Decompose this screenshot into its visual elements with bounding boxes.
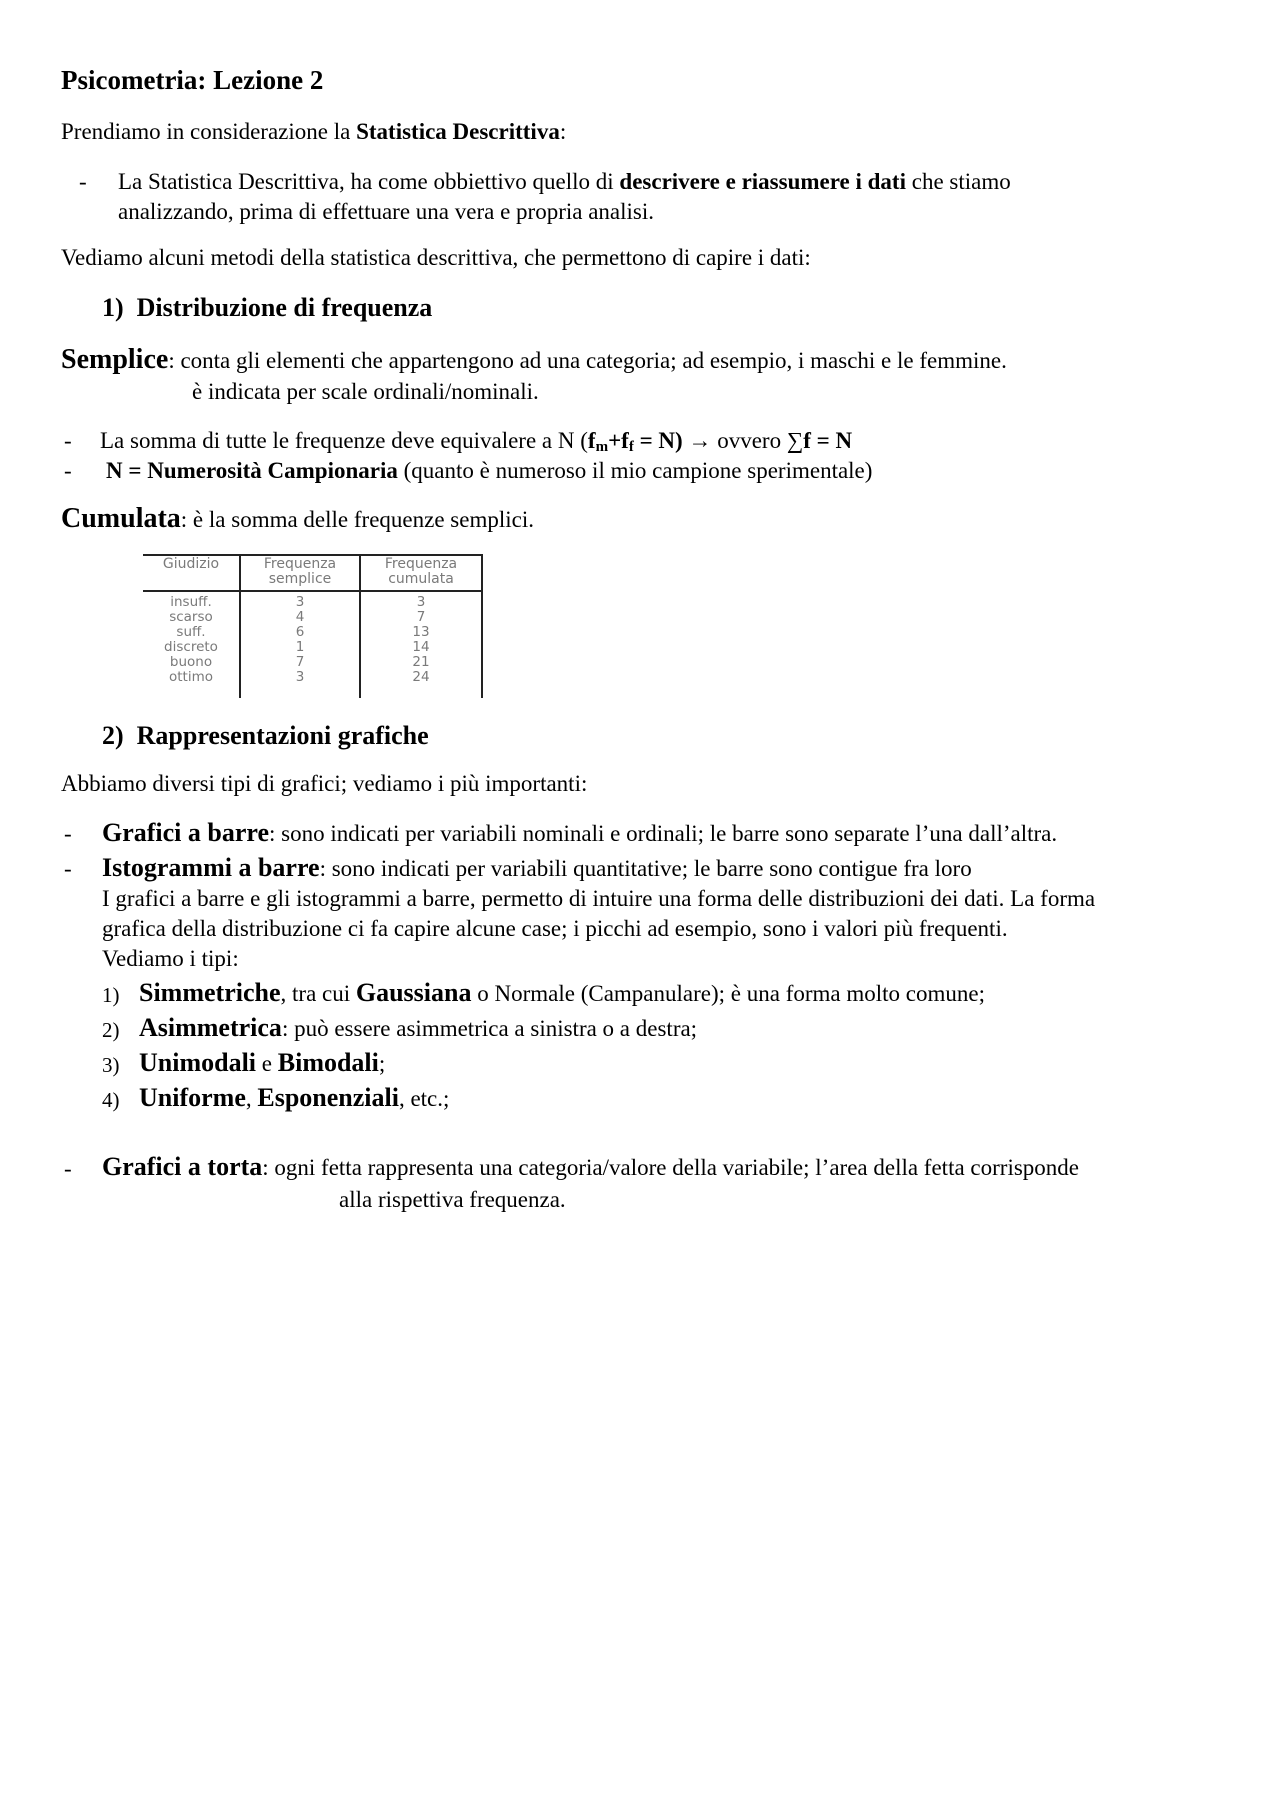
bullet-dash: -	[79, 169, 87, 194]
istogrammi-line: Istogrammi a barre: sono indicati per variabili quantitative; le barre sono contigue fra loro	[102, 853, 972, 882]
section-heading-2: 2) Rappresentazioni grafiche	[102, 721, 429, 750]
type-number: 4)	[102, 1088, 120, 1112]
table-cell: ottimo	[168, 669, 213, 685]
table-cell: 3	[416, 594, 426, 610]
intro-paragraph: Prendiamo in considerazione la Statistica Descrittiva:	[61, 119, 567, 144]
barre-dash: -	[64, 821, 72, 846]
type-number: 1)	[102, 983, 120, 1007]
table-cell: 7	[295, 654, 305, 670]
table-cell: 13	[412, 624, 430, 640]
semplice-note: è indicata per scale ordinali/nominali.	[192, 379, 539, 404]
torta-dash: -	[64, 1156, 72, 1181]
type-number: 2)	[102, 1018, 120, 1042]
table-cell: 1	[295, 639, 305, 655]
table-cell: 24	[412, 669, 430, 685]
table-cell: 6	[295, 624, 305, 640]
table-cell: 4	[295, 609, 305, 625]
table-cell: insuff.	[170, 594, 212, 610]
torta-line-2: alla rispettiva frequenza.	[339, 1187, 566, 1212]
graphs-intro: Abbiamo diversi tipi di grafici; vediamo i più importanti:	[61, 771, 588, 796]
arrow-right-icon: →	[682, 428, 718, 453]
table-cell: scarso	[169, 609, 213, 625]
numerosita-line: N = Numerosità Campionaria (quanto è numeroso il mio campione sperimentale)	[106, 458, 873, 483]
sum-dash: -	[64, 428, 72, 453]
table-cell: 7	[416, 609, 426, 625]
page-title: Psicometria: Lezione 2	[61, 65, 324, 95]
semplice-definition: Semplice: conta gli elementi che appartengono ad una categoria; ad esempio, i maschi e le femmine.	[61, 344, 1007, 375]
table-cell: 3	[295, 594, 305, 610]
grafici-a-barre-line: Grafici a barre: sono indicati per variabili nominali e ordinali; le barre sono separate l’una dall’altra.	[102, 818, 1058, 847]
table-cell: buono	[169, 654, 213, 670]
table-cell: suff.	[176, 624, 206, 640]
table-header-giudizio: Giudizio	[162, 556, 220, 572]
istogrammi-paragraph-2: grafica della distribuzione ci fa capire alcune case; i picchi ad esempio, sono i valori più frequenti.	[102, 916, 1008, 941]
cumulata-definition: Cumulata: è la somma delle frequenze semplici.	[61, 503, 534, 534]
istogrammi-dash: -	[64, 856, 72, 881]
istogrammi-paragraph-3: Vediamo i tipi:	[102, 946, 239, 971]
table-header-semplice: Frequenza semplice	[263, 556, 337, 587]
grafici-a-torta-line: Grafici a torta: ogni fetta rappresenta una categoria/valore della variabile; l’area della fetta corrisponde	[102, 1152, 1079, 1181]
table-cell: discreto	[164, 639, 218, 655]
istogrammi-paragraph-1: I grafici a barre e gli istogrammi a barre, permetto di intuire una forma delle distribuzioni dei dati. La forma	[102, 886, 1096, 911]
sum-of-frequencies-line: La somma di tutte le frequenze deve equivalere a N $(f_m+f_f = N)$ → ovvero ∑f = N	[100, 428, 853, 455]
type-item-4: Uniforme, Esponenziali, etc.;	[139, 1083, 450, 1112]
bullet-line-2: analizzando, prima di effettuare una vera e propria analisi.	[118, 199, 654, 224]
table-cell: 14	[412, 639, 430, 655]
n-dash: -	[64, 458, 72, 483]
type-item-1: Simmetriche, tra cui Gaussiana o Normale (Campanulare); è una forma molto comune;	[139, 978, 985, 1007]
table-cell: 3	[295, 669, 305, 685]
methods-intro: Vediamo alcuni metodi della statistica descrittiva, che permettono di capire i dati:	[61, 245, 811, 270]
type-item-2: Asimmetrica: può essere asimmetrica a sinistra o a destra;	[139, 1013, 698, 1042]
table-header-cumulata: Frequenza cumulata	[384, 556, 458, 587]
table-cell: 21	[412, 654, 430, 670]
type-number: 3)	[102, 1053, 120, 1077]
section-heading-1: 1) Distribuzione di frequenza	[102, 293, 433, 322]
frequency-table	[143, 554, 483, 698]
bullet-line-1: La Statistica Descrittiva, ha come obbiettivo quello di descrivere e riassumere i dati che stiamo	[118, 169, 1011, 194]
type-item-3: Unimodali e Bimodali;	[139, 1048, 386, 1077]
